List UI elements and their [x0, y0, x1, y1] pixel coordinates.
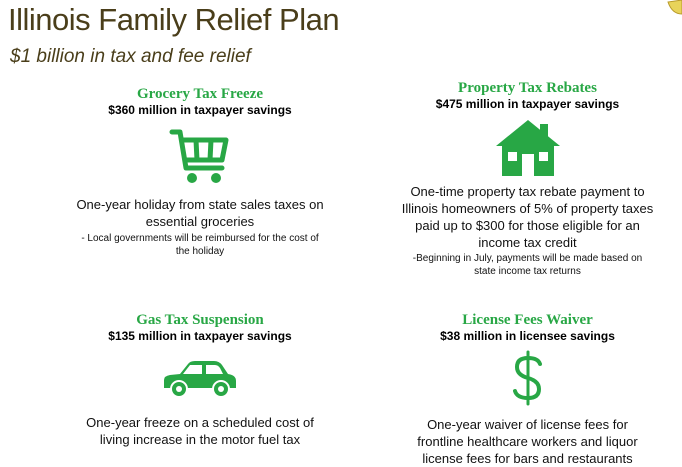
license-fees-waiver-panel — [385, 312, 670, 467]
grocery-description: One-year holiday from state sales taxes on essential groceries — [76, 197, 324, 229]
shopping-cart-icon — [168, 124, 232, 188]
slide-title: Illinois Family Relief Plan — [8, 2, 340, 37]
license-description: One-year waiver of license fees for frontline healthcare workers and liquor license fees for bars and restaurants — [417, 417, 638, 466]
property-tax-rebates-panel — [385, 80, 670, 278]
car-icon — [160, 356, 240, 400]
gas-tax-suspension-panel — [55, 312, 345, 448]
property-description: One-time property tax rebate payment to Illinois homeowners of 5% of property taxes paid up to $300 for those eligible for an income tax credit — [401, 184, 654, 250]
dollar-sign-icon — [508, 350, 548, 406]
property-savings: $475 million in taxpayer savings — [435, 97, 620, 111]
gas-savings: $135 million in taxpayer savings — [108, 329, 292, 343]
grocery-savings: $360 million in taxpayer savings — [108, 103, 292, 117]
grocery-tax-freeze-panel — [55, 86, 345, 258]
license-savings: $38 million in licensee savings — [440, 329, 615, 343]
grocery-heading: Grocery Tax Freeze — [136, 86, 264, 102]
license-heading: License Fees Waiver — [462, 312, 593, 328]
grocery-note: - Local governments will be reimbursed for the cost of the holiday — [81, 233, 319, 257]
property-heading: Property Tax Rebates — [458, 80, 597, 96]
gas-heading: Gas Tax Suspension — [136, 312, 264, 328]
corner-decoration-icon — [664, 0, 682, 18]
house-icon — [494, 118, 562, 178]
slide-subtitle: $1 billion in tax and fee relief — [10, 46, 251, 67]
gas-description: One-year freeze on a scheduled cost of living increase in the motor fuel tax — [86, 415, 314, 447]
property-note: -Beginning in July, payments will be made based on state income tax returns — [412, 253, 643, 277]
